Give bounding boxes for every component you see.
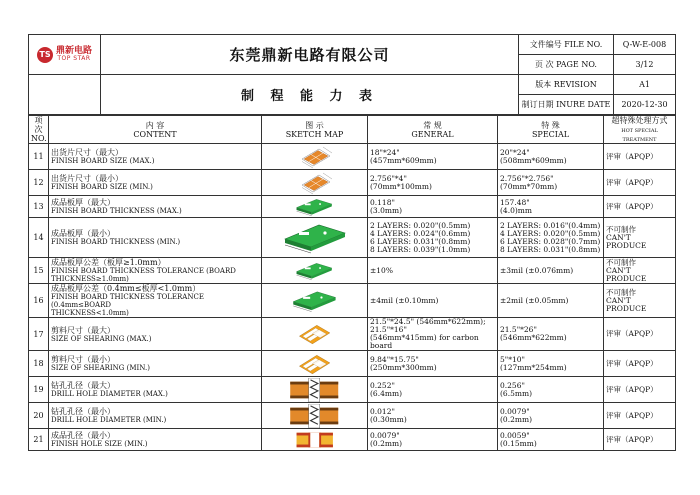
extra-value: 不可制作 CAN'T PRODUCE <box>604 258 676 284</box>
date-value: 2020-12-30 <box>614 95 676 115</box>
row-no: 16 <box>29 284 49 318</box>
row-no: 12 <box>29 170 49 196</box>
sketch-cell <box>262 284 368 318</box>
row-content: 成品板厚（最大） FINISH BOARD THICKNESS (MAX.) <box>49 196 262 218</box>
special-value: 2 LAYERS: 0.016"(0.4mm) 4 LAYERS: 0.020"(0.5mm) 6 LAYERS: 0.028"(0.7mm) 8 LAYERS: 0.031"(0.8mm) <box>498 218 604 258</box>
general-value: 9.84"*15.75" (250mm*300mm) <box>368 351 498 377</box>
row-content: 钻孔孔径（最大） DRILL HOLE DIAMETER (MAX.) <box>49 377 262 403</box>
table-row <box>29 196 676 218</box>
company-logo <box>29 35 101 75</box>
row-no: 11 <box>29 144 49 170</box>
extra-value: 评审（APQP） <box>604 196 676 218</box>
special-value: ±2mil (±0.05mm) <box>498 284 604 318</box>
special-value: ±3mil (±0.076mm) <box>498 258 604 284</box>
row-content: 成品板厚公差（板厚≥1.0mm） FINISH BOARD THICKNESS TOLERANCE (BOARD THICKNESS≥1.0mm) <box>49 258 262 284</box>
extra-value: 评审（APQP） <box>604 351 676 377</box>
header-table <box>28 34 676 115</box>
sketch-cell <box>262 429 368 451</box>
table-row <box>29 170 676 196</box>
file-no-value: Q-W-E-008 <box>614 35 676 55</box>
row-no: 19 <box>29 377 49 403</box>
drill-icon <box>262 378 367 402</box>
page-no-label: 页 次 PAGE NO. <box>519 55 614 75</box>
row-no: 14 <box>29 218 49 258</box>
row-content: 成品孔径（最小） FINISH HOLE SIZE (MIN.) <box>49 429 262 451</box>
extra-value: 不可制作 CAN'T PRODUCE <box>604 284 676 318</box>
logo-cn: 鼎新电路 <box>55 46 92 56</box>
hole-icon <box>262 430 367 450</box>
extra-value: 评审（APQP） <box>604 403 676 429</box>
row-content: 钻孔孔径（最小） DRILL HOLE DIAMETER (MIN.) <box>49 403 262 429</box>
table-row <box>29 218 676 258</box>
special-value: 0.256" (6.5mm) <box>498 377 604 403</box>
row-content: 出货片尺寸（最小） FINISH BOARD SIZE (MIN.) <box>49 170 262 196</box>
row-content: 剪料尺寸（最大） SIZE OF SHEARING (MAX.) <box>49 318 262 351</box>
special-value: 0.0059" (0.15mm) <box>498 429 604 451</box>
shearing-icon <box>262 322 367 346</box>
logo-en: TOP STAR <box>57 55 91 62</box>
table-row <box>29 318 676 351</box>
extra-value: 评审（APQP） <box>604 429 676 451</box>
table-row <box>29 429 676 451</box>
extra-value: 评审（APQP） <box>604 170 676 196</box>
general-value: 0.012" (0.30mm) <box>368 403 498 429</box>
special-value: 157.48" (4.0)mm <box>498 196 604 218</box>
row-content: 剪料尺寸（最小） SIZE OF SHEARING (MIN.) <box>49 351 262 377</box>
panel-icon <box>262 145 367 169</box>
sketch-cell <box>262 258 368 284</box>
general-value: 18"*24" (457mm*609mm) <box>368 144 498 170</box>
logo-mark-icon: TS <box>37 47 53 63</box>
board-tolerance-icon <box>262 261 367 281</box>
capability-table <box>28 115 676 451</box>
extra-value: 评审（APQP） <box>604 318 676 351</box>
shearing-icon <box>262 352 367 376</box>
table-row <box>29 284 676 318</box>
general-value: 0.252" (6.4mm) <box>368 377 498 403</box>
table-row <box>29 403 676 429</box>
col-item: 项次 NO. <box>29 116 49 144</box>
table-row <box>29 258 676 284</box>
board-tolerance-icon <box>262 289 367 313</box>
general-value: ±4mil (±0.10mm) <box>368 284 498 318</box>
row-no: 15 <box>29 258 49 284</box>
special-value: 2.756"*2.756" (70mm*70mm) <box>498 170 604 196</box>
column-header-row <box>29 116 676 144</box>
table-row <box>29 144 676 170</box>
sketch-cell <box>262 218 368 258</box>
sketch-cell <box>262 144 368 170</box>
revision-label: 版本 REVISION <box>519 75 614 95</box>
col-special: 特 殊 SPECIAL <box>498 116 604 144</box>
general-value: 2 LAYERS: 0.020"(0.5mm) 4 LAYERS: 0.024"(0.6mm) 6 LAYERS: 0.031"(0.8mm) 8 LAYERS: 0.039"(1.0mm) <box>368 218 498 258</box>
general-value: ±10% <box>368 258 498 284</box>
capability-sheet <box>28 34 675 451</box>
general-value: 0.118" (3.0mm) <box>368 196 498 218</box>
row-content: 成品板厚公差（0.4mm≤板厚<1.0mm） FINISH BOARD THICKNESS TOLERANCE (0.4mm≤BOARD THICKNESS<1.0mm) <box>49 284 262 318</box>
special-value: 0.0079" (0.2mm) <box>498 403 604 429</box>
sketch-cell <box>262 403 368 429</box>
extra-value: 评审（APQP） <box>604 144 676 170</box>
sketch-cell <box>262 196 368 218</box>
col-extra: 超特殊处理方式 HOT SPECIAL TREATMENT <box>604 116 676 144</box>
row-no: 17 <box>29 318 49 351</box>
general-value: 21.5"*24.5" (546mm*622mm); 21.5"*16" (546mm*415mm) for carbon board <box>368 318 498 351</box>
col-sketch: 图 示 SKETCH MAP <box>262 116 368 144</box>
general-value: 2.756"*4" (70mm*100mm) <box>368 170 498 196</box>
row-no: 13 <box>29 196 49 218</box>
table-row <box>29 351 676 377</box>
table-row <box>29 377 676 403</box>
special-value: 21.5"*26" (546mm*622mm) <box>498 318 604 351</box>
special-value: 20"*24" (508mm*609mm) <box>498 144 604 170</box>
document-title: 制 程 能 力 表 <box>101 75 519 115</box>
row-content: 成品板厚（最小） FINISH BOARD THICKNESS (MIN.) <box>49 218 262 258</box>
board-thickness-icon <box>262 221 367 255</box>
page-no-value: 3/12 <box>614 55 676 75</box>
revision-value: A1 <box>614 75 676 95</box>
drill-icon <box>262 404 367 428</box>
logo-spacer <box>29 75 101 115</box>
general-value: 0.0079" (0.2mm) <box>368 429 498 451</box>
col-content: 内 容 CONTENT <box>49 116 262 144</box>
special-value: 5"*10" (127mm*254mm) <box>498 351 604 377</box>
sketch-cell <box>262 318 368 351</box>
row-no: 20 <box>29 403 49 429</box>
row-no: 18 <box>29 351 49 377</box>
sketch-cell <box>262 377 368 403</box>
row-content: 出货片尺寸（最大） FINISH BOARD SIZE (MAX.) <box>49 144 262 170</box>
board-thickness-icon <box>262 197 367 217</box>
extra-value: 评审（APQP） <box>604 377 676 403</box>
row-no: 21 <box>29 429 49 451</box>
extra-value: 不可制作 CAN'T PRODUCE <box>604 218 676 258</box>
file-no-label: 文件编号 FILE NO. <box>519 35 614 55</box>
company-name: 东莞鼎新电路有限公司 <box>101 35 519 75</box>
date-label: 制订日期 INURE DATE <box>519 95 614 115</box>
sketch-cell <box>262 351 368 377</box>
sketch-cell <box>262 170 368 196</box>
panel-icon <box>262 171 367 195</box>
col-general: 常 规 GENERAL <box>368 116 498 144</box>
